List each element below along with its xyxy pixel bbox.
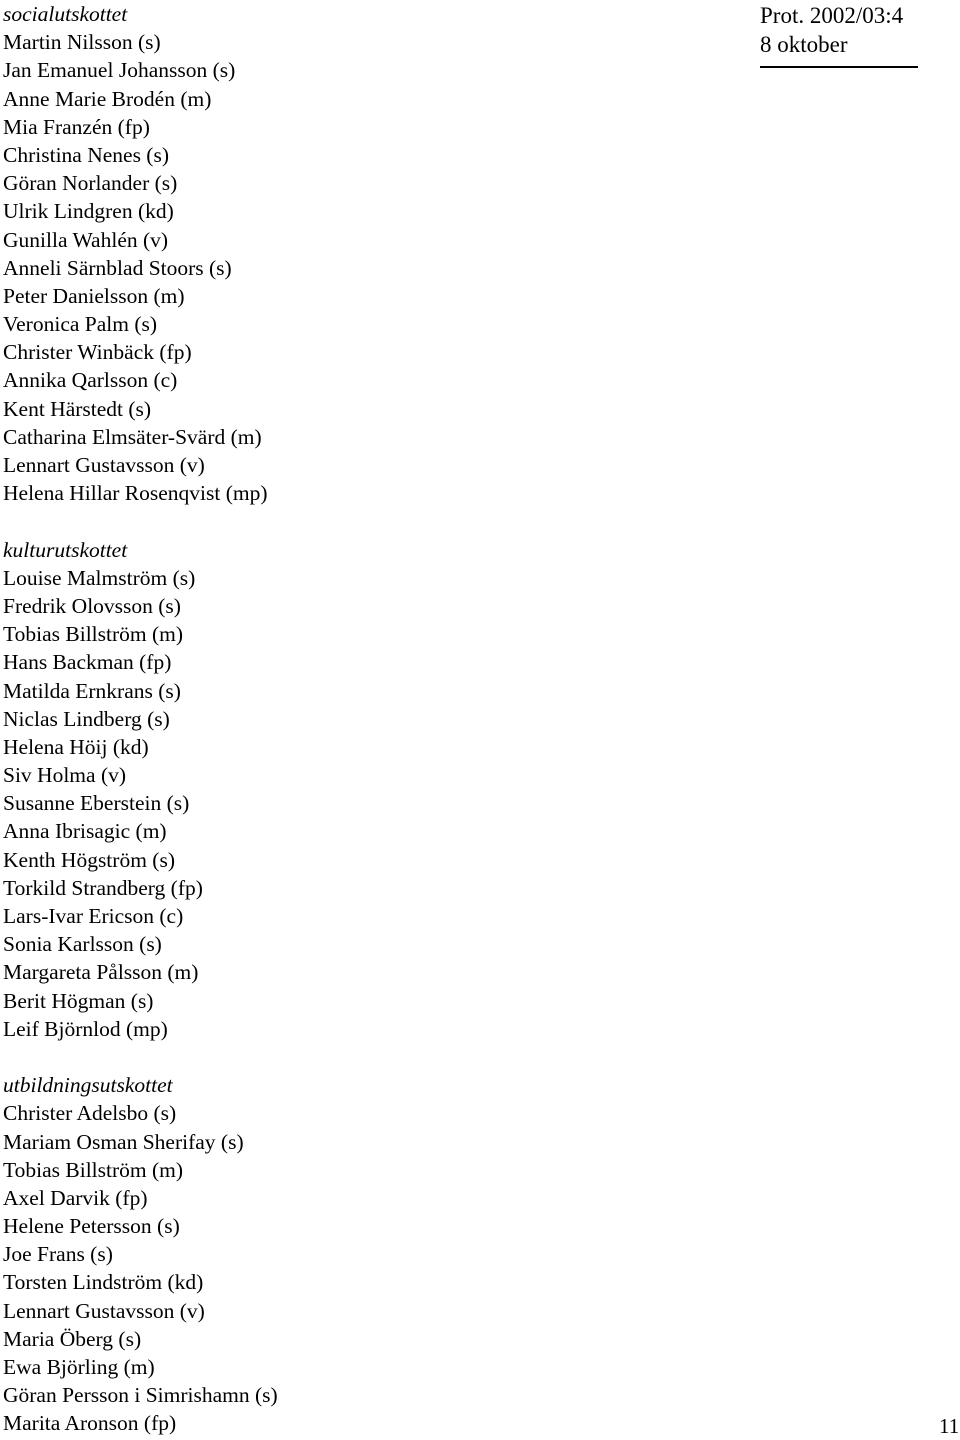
committee-section-kulturutskottet xyxy=(3,536,703,1043)
member-name: Ewa Björling (m) xyxy=(3,1355,155,1379)
committee-title: utbildningsutskottet xyxy=(3,1073,173,1098)
member-name: Sonia Karlsson (s) xyxy=(3,932,162,957)
member-name: Niclas Lindberg (s) xyxy=(3,706,170,731)
member-name: Joe Frans (s) xyxy=(3,1242,113,1267)
member-name: Matilda Ernkrans (s) xyxy=(3,678,181,703)
member-name: Margareta Pålsson (m) xyxy=(3,960,199,985)
member-name: Susanne Eberstein (s) xyxy=(3,791,190,816)
member-name: Jan Emanuel Johansson (s) xyxy=(3,58,236,83)
member-name: Leif Björnlod (mp) xyxy=(3,1016,168,1041)
member-name: Annika Qarlsson (c) xyxy=(3,368,178,393)
member-name: Christina Nenes (s) xyxy=(3,142,169,167)
protocol-header xyxy=(760,2,960,60)
member-name: Fredrik Olovsson (s) xyxy=(3,593,181,618)
member-name: Anna Ibrisagic (m) xyxy=(3,819,167,844)
page-number: 11 xyxy=(939,1414,960,1438)
member-name: Kent Härstedt (s) xyxy=(3,396,152,421)
protocol-date: 8 oktober xyxy=(760,32,848,57)
member-name: Göran Persson i Simrishamn (s) xyxy=(3,1383,278,1408)
member-name: Peter Danielsson (m) xyxy=(3,283,185,308)
committee-title: kulturutskottet xyxy=(3,537,128,562)
member-name: Gunilla Wahlén (v) xyxy=(3,227,169,252)
member-name: Lennart Gustavsson (v) xyxy=(3,453,205,477)
member-name: Torkild Strandberg (fp) xyxy=(3,875,203,900)
member-name: Tobias Billström (m) xyxy=(3,622,184,647)
member-name: Catharina Elmsäter-Svärd (m) xyxy=(3,424,262,449)
member-name: Lennart Gustavsson (v) xyxy=(3,1298,205,1323)
committee-section-utbildningsutskottet xyxy=(3,1071,703,1437)
member-name: Louise Malmström (s) xyxy=(3,565,196,590)
member-name: Ulrik Lindgren (kd) xyxy=(3,199,174,224)
header-rule xyxy=(760,66,918,68)
member-name: Lars-Ivar Ericson (c) xyxy=(3,904,184,928)
member-name: Marita Aronson (fp) xyxy=(3,1411,177,1436)
protocol-number: Prot. 2002/03:4 xyxy=(760,3,904,28)
member-name: Berit Högman (s) xyxy=(3,988,154,1013)
committee-list xyxy=(3,0,703,1438)
member-name: Christer Adelsbo (s) xyxy=(3,1101,177,1126)
member-name: Anne Marie Brodén (m) xyxy=(3,86,212,111)
member-name: Maria Öberg (s) xyxy=(3,1326,142,1351)
member-name: Hans Backman (fp) xyxy=(3,650,172,675)
member-name: Helena Höij (kd) xyxy=(3,734,149,759)
member-name: Helene Petersson (s) xyxy=(3,1214,180,1239)
member-name: Christer Winbäck (fp) xyxy=(3,340,192,365)
member-name: Kenth Högström (s) xyxy=(3,847,175,872)
member-name: Axel Darvik (fp) xyxy=(3,1185,148,1210)
member-name: Siv Holma (v) xyxy=(3,763,127,788)
member-name: Helena Hillar Rosenqvist (mp) xyxy=(3,481,268,506)
member-name: Torsten Lindström (kd) xyxy=(3,1270,204,1295)
member-name: Martin Nilsson (s) xyxy=(3,30,161,55)
member-name: Tobias Billström (m) xyxy=(3,1157,184,1182)
member-name: Mariam Osman Sherifay (s) xyxy=(3,1129,244,1154)
member-name: Göran Norlander (s) xyxy=(3,171,178,196)
committee-section-socialutskottet xyxy=(3,0,703,507)
member-name: Mia Franzén (fp) xyxy=(3,114,150,139)
member-name: Veronica Palm (s) xyxy=(3,312,158,337)
member-name: Anneli Särnblad Stoors (s) xyxy=(3,255,232,280)
committee-title: socialutskottet xyxy=(3,2,128,26)
